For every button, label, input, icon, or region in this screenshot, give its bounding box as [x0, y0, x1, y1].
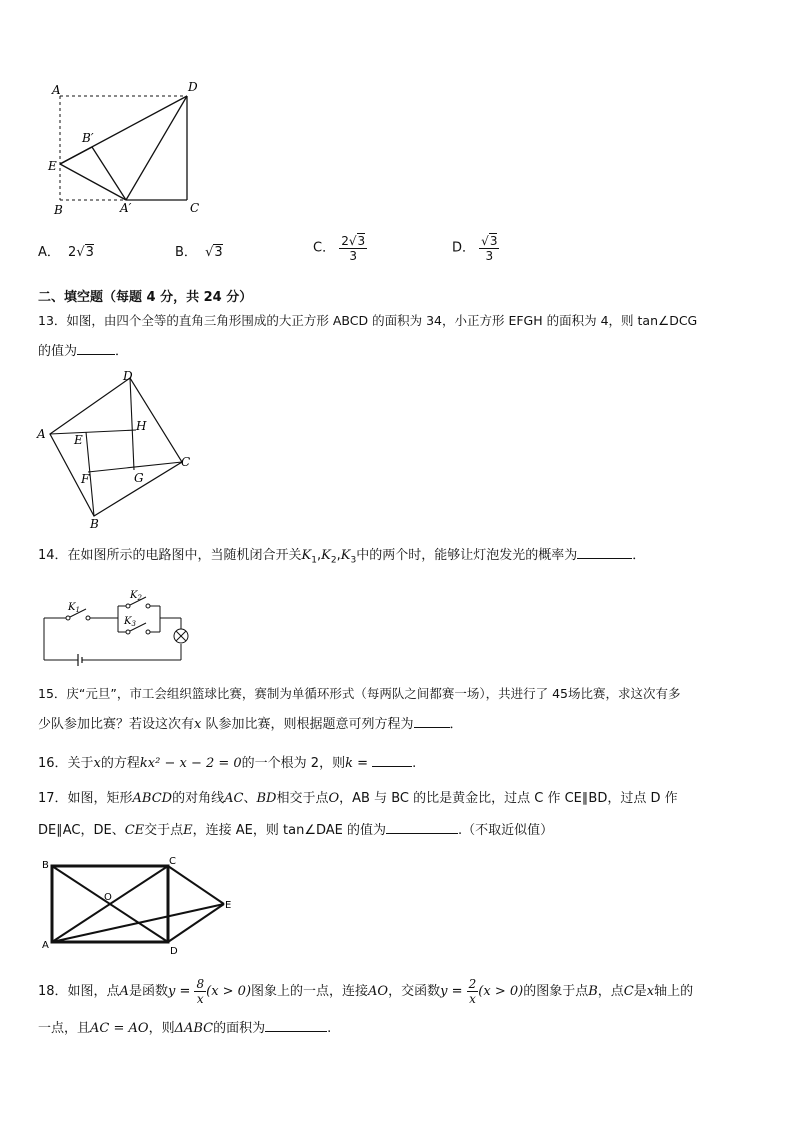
q18-b: B — [588, 984, 598, 999]
q18-frac1 — [194, 977, 206, 1006]
q12-option-c-num-coef: 2 — [341, 234, 349, 248]
q18-line1-d: ，交函数 — [388, 984, 441, 999]
q17-label-o: O — [104, 892, 112, 903]
q17-o: O — [328, 791, 340, 806]
q18-line1-h: 轴上的 — [654, 984, 694, 999]
q14-k3: K — [340, 548, 351, 563]
q16-k: k — [345, 756, 353, 771]
q18-y2: y — [440, 984, 448, 999]
q12-option-c-frac: $\frac{2√3}{3}$ — [341, 234, 366, 263]
q17-line2-c: ，连接 AE，则 tan∠DAE 的值为 — [192, 823, 387, 838]
q17-bd: BD — [256, 791, 277, 806]
q16-x: x — [93, 756, 101, 771]
q16-mid1: 的方程 — [100, 756, 140, 771]
q17-label-d: D — [170, 946, 178, 956]
q17-e: E — [183, 823, 193, 838]
q12-figure — [40, 78, 220, 218]
q14-comma1: , — [317, 548, 322, 563]
q12-label-bprime: B′ — [82, 131, 94, 145]
q13-label-h: H — [136, 419, 147, 433]
q18-cond1: (x > 0) — [206, 984, 252, 999]
q13-prompt: 的值为 — [38, 344, 78, 359]
q17-ce: CE — [124, 823, 145, 838]
q17-sep: 、 — [243, 791, 257, 806]
q14-k3-sub: 3 — [350, 555, 357, 566]
q12-label-a: A — [52, 83, 61, 97]
svg-text:K1 — [67, 602, 80, 614]
q14-fig-k2: K — [130, 590, 138, 601]
q18-answer-blank[interactable] — [265, 1017, 327, 1032]
q14-line — [38, 544, 645, 571]
q17-line2 — [38, 819, 553, 841]
q12-option-a-rad: 3 — [85, 245, 94, 260]
q18-cond3: AC = AO — [90, 1021, 149, 1036]
q18-end: . — [327, 1021, 332, 1036]
q18-triangle: ΔABC — [174, 1021, 214, 1036]
q18-line2-b: ，则 — [148, 1021, 175, 1036]
q18-a: A — [119, 984, 129, 999]
q15-line1: 15．庆“元旦”，市工会组织篮球比赛，赛制为单循环形式（每两队之间都赛一场），共进行了 45场比赛，求这次有多 — [38, 686, 681, 701]
q13-label-c: C — [181, 455, 191, 469]
q17-answer-blank[interactable] — [386, 819, 458, 834]
q12-option-a: A． 2√3 — [38, 245, 94, 260]
q12-option-b: B． √3 — [175, 245, 223, 260]
q16-answer-blank[interactable] — [372, 752, 412, 767]
q18-frac2 — [467, 977, 479, 1006]
q13-line1: 13．如图，由四个全等的直角三角形围成的大正方形 ABCD 的面积为 34，小正方形 EFGH 的面积为 4，则 tan∠DCG — [38, 313, 698, 328]
q15-line2-mid: 队参加比赛，则根据题意可列方程为 — [201, 717, 414, 732]
q14-circuit-figure — [38, 588, 198, 668]
q14-fig-k1-sub: 1 — [75, 606, 80, 614]
q15-end: ． — [449, 717, 463, 732]
q13-label-d: D — [123, 369, 133, 383]
q17-line1-a: 17．如图，矩形 — [38, 791, 133, 806]
q14-fig-k2-sub: 2 — [137, 594, 142, 602]
q13-label-b: B — [90, 517, 99, 530]
q17-label-b: B — [42, 860, 49, 871]
q16-pre: 16．关于 — [38, 756, 94, 771]
q17-ac: AC — [224, 791, 244, 806]
q18-eq1: = — [175, 984, 195, 999]
q17-line1-b: 的对角线 — [172, 791, 225, 806]
q16-eqsign: = — [352, 756, 373, 771]
q16-line — [38, 752, 416, 774]
q17-abcd: ABCD — [132, 791, 173, 806]
q18-line1-b: 是函数 — [128, 984, 168, 999]
q13-answer-blank[interactable] — [77, 340, 115, 355]
q17-line2-b: 交于点 — [144, 823, 184, 838]
q12-option-d — [452, 234, 499, 263]
q18-frac1-num: 8 — [196, 977, 205, 991]
svg-text:K3 — [123, 616, 136, 628]
q16-mid2: 的一个根为 2，则 — [241, 756, 346, 771]
q15-var: x — [194, 717, 202, 732]
q14-post: 中的两个时，能够让灯泡发光的概率为 — [356, 548, 578, 563]
q12-option-d-label: D． — [452, 240, 476, 256]
q14-answer-blank[interactable] — [577, 544, 632, 559]
q14-k1: K — [301, 548, 312, 563]
q14-end: ． — [632, 548, 646, 563]
q17-line2-a: DE∥AC，DE、 — [38, 823, 125, 838]
q12-option-d-num-rad: 3 — [489, 234, 498, 248]
q17-label-c: C — [169, 856, 176, 867]
q12-label-c: C — [190, 201, 200, 215]
q18-frac1-den: x — [196, 992, 204, 1006]
q13-label-f: F — [81, 472, 90, 486]
q17-figure — [38, 856, 238, 956]
q14-comma2: , — [336, 548, 341, 563]
q12-option-c-label: C． — [313, 240, 336, 256]
q13-label-a: A — [37, 427, 46, 441]
q18-line1-a: 18．如图，点 — [38, 984, 120, 999]
q18-line1-e: 的图象于点 — [523, 984, 589, 999]
q18-line1-f: ，点 — [597, 984, 624, 999]
q12-label-e: E — [48, 159, 57, 173]
q12-option-c-den: 3 — [349, 249, 357, 263]
q18-line2-c: 的面积为 — [213, 1021, 266, 1036]
q13-label-g: G — [134, 471, 144, 485]
q15-answer-blank[interactable] — [414, 713, 450, 728]
q12-option-c — [313, 234, 367, 263]
q15-line2 — [38, 713, 463, 735]
section-heading: 二、填空题（每题 4 分，共 24 分） — [38, 290, 253, 305]
q13-line2 — [38, 340, 128, 362]
q18-frac2-den: x — [469, 992, 476, 1006]
q14-k2: K — [321, 548, 331, 563]
q12-label-aprime: A′ — [120, 201, 132, 215]
q18-c: C — [623, 984, 634, 999]
q17-line1-c: 相交于点 — [276, 791, 329, 806]
q18-cond2: (x > 0) — [478, 984, 524, 999]
q15-line2-pre: 少队参加比赛？若设这次有 — [38, 717, 195, 732]
q12-option-d-den: 3 — [485, 249, 494, 263]
q18-ao: AO — [368, 984, 389, 999]
q18-y1: y — [167, 984, 176, 999]
q18-eq2: = — [447, 984, 467, 999]
q17-line1 — [38, 789, 678, 809]
q12-label-d: D — [188, 80, 198, 94]
q14-k2-sub: 2 — [330, 555, 337, 566]
q18-line2 — [38, 1017, 331, 1039]
q16-end: . — [412, 756, 417, 771]
q12-option-b-label: B． — [175, 245, 197, 260]
q13-end: ． — [115, 344, 129, 359]
q18-line1-g: 是 — [633, 984, 647, 999]
q12-option-b-rad: 3 — [214, 245, 223, 260]
q12-option-d-frac: $\frac{√3}{3}$ — [481, 234, 498, 263]
q14-fig-k1: K — [68, 602, 76, 613]
q12-label-b: B — [54, 203, 63, 217]
q18-x: x — [646, 984, 655, 999]
q14-k1-sub: 1 — [311, 555, 317, 566]
q13-label-e: E — [74, 433, 83, 447]
q18-line1 — [38, 974, 693, 1010]
q12-option-a-label: A． — [38, 245, 60, 260]
q18-frac2-num: 2 — [468, 977, 477, 991]
q18-line2-a: 一点，且 — [38, 1021, 91, 1036]
q14-fig-k3-sub: 3 — [131, 620, 136, 628]
q17-label-e: E — [225, 900, 232, 911]
q12-option-c-num-rad: 3 — [357, 234, 366, 248]
q17-line1-d: ，AB 与 BC 的比是黄金比，过点 C 作 CE∥BD，过点 D 作 — [339, 791, 678, 806]
q17-label-a: A — [42, 940, 49, 951]
svg-text:K2 — [129, 590, 142, 602]
q12-option-a-coef: 2 — [68, 245, 77, 260]
q16-equation: kx² − x − 2 = 0 — [139, 756, 242, 771]
q13-figure — [34, 368, 194, 530]
q14-fig-k3: K — [124, 616, 132, 627]
q18-line1-c: 图象上的一点，连接 — [251, 984, 369, 999]
q14-pre: 14．在如图所示的电路图中，当随机闭合开关 — [38, 548, 302, 563]
q17-line2-d: .（不取近似值） — [458, 823, 554, 838]
